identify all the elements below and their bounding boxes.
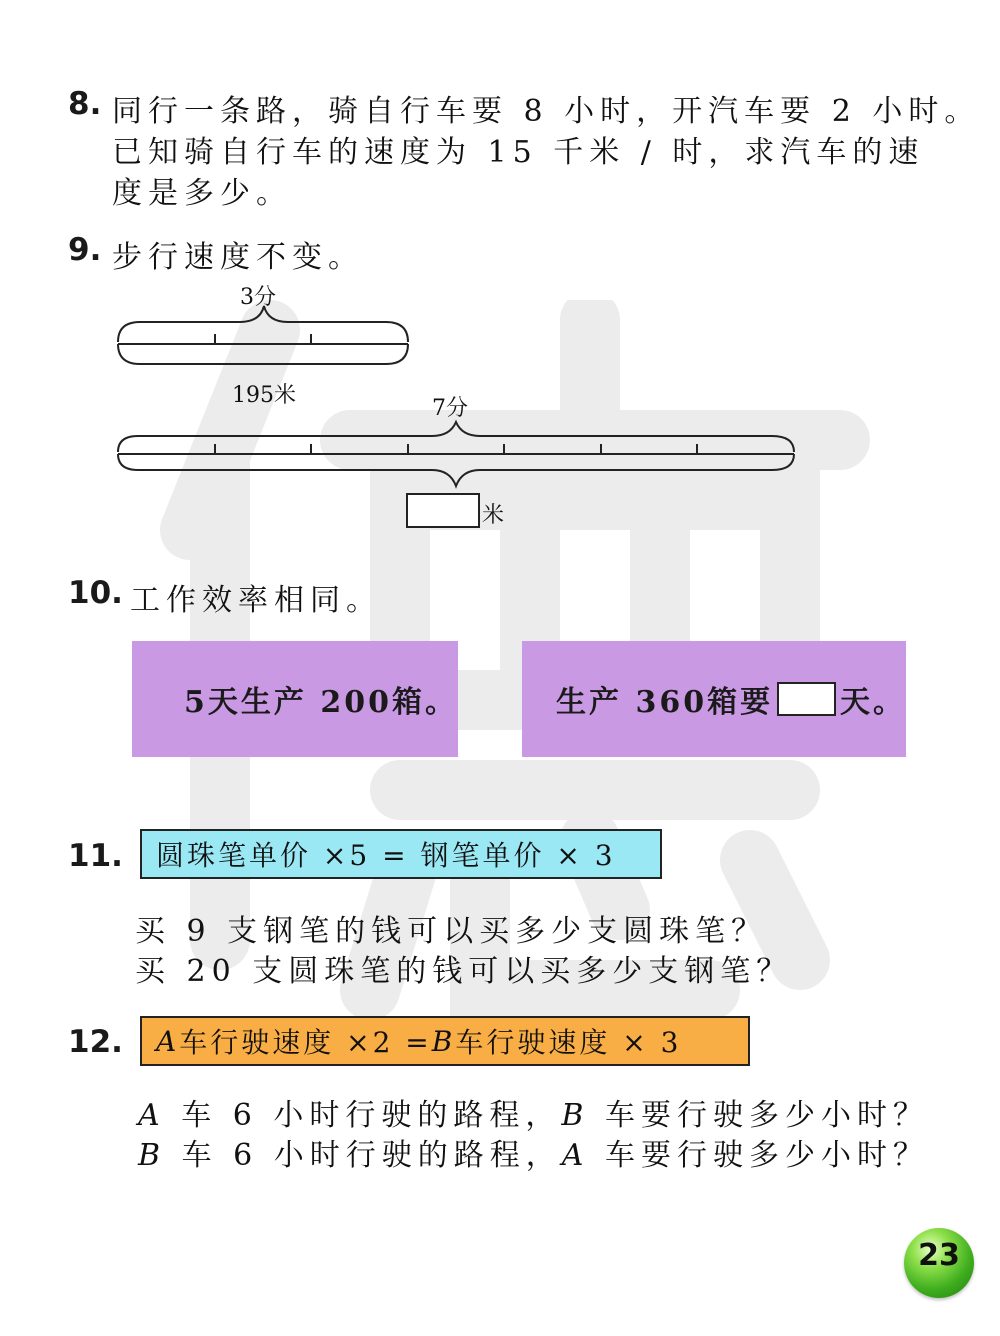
question-9-text: 步行速度不变。 [112, 240, 364, 275]
question-11-formula [140, 829, 662, 879]
top-distance-label: 195米 [232, 383, 296, 408]
line2-var-a: A [561, 1138, 590, 1173]
question-11-number: 11. [68, 838, 123, 874]
question-12-line-2 [138, 1130, 929, 1174]
days-answer-box[interactable] [777, 682, 836, 716]
production-card-left-text: 5天生产 200箱。 [184, 685, 458, 720]
line1-end: 车要行驶多少小时？ [589, 1098, 929, 1133]
top-brace-upper [118, 306, 408, 342]
question-11-formula-text: 圆珠笔单价 ×5 = 钢笔单价 × 3 [156, 839, 616, 872]
question-11-line-1: 买 9 支钢笔的钱可以买多少支圆珠笔？ [135, 914, 768, 949]
bottom-unit-label: 米 [482, 503, 505, 528]
question-11-line-2: 买 20 支圆珠笔的钱可以买多少支钢笔？ [135, 954, 793, 989]
question-12-line-1 [138, 1090, 929, 1134]
formula-end: 车行驶速度 × 3 [455, 1026, 682, 1059]
formula-var-a: A [156, 1024, 180, 1058]
line2-var-b: B [138, 1138, 167, 1173]
question-12-number: 12. [68, 1024, 123, 1060]
question-8-line-2: 已知骑自行车的速度为 15 千米 / 时，求汽车的速 [112, 135, 925, 170]
question-8-line-3: 度是多少。 [112, 176, 292, 211]
question-8-line-1: 同行一条路，骑自行车要 8 小时，开汽车要 2 小时。 [112, 94, 981, 129]
line1-var-b: B [561, 1098, 590, 1133]
production-card-right-suffix: 天。 [840, 685, 906, 720]
question-9-number: 9. [68, 232, 102, 268]
bottom-brace-upper [118, 422, 794, 452]
top-time-label: 3分 [240, 285, 276, 310]
page-number: 23 [918, 1238, 960, 1273]
line2-mid: 车 6 小时行驶的路程， [166, 1138, 562, 1173]
distance-answer-box[interactable] [406, 493, 480, 528]
line1-var-a: A [138, 1098, 166, 1133]
production-card-left [132, 641, 458, 757]
line1-mid: 车 6 小时行驶的路程， [165, 1098, 562, 1133]
production-card-right [522, 641, 906, 757]
formula-mid: 车行驶速度 ×2 = [179, 1026, 432, 1059]
question-8-number: 8. [68, 86, 102, 122]
question-12-formula [140, 1016, 750, 1066]
line2-end: 车要行驶多少小时？ [589, 1138, 929, 1173]
production-card-right-prefix: 生产 360箱要 [556, 685, 774, 720]
question-10-number: 10. [68, 575, 123, 611]
bottom-brace-lower [118, 454, 794, 486]
question-10-text: 工作效率相同。 [130, 583, 382, 618]
top-brace-lower [118, 344, 408, 364]
bottom-time-label: 7分 [432, 396, 468, 421]
line-segment-diagram [0, 0, 1000, 560]
formula-var-b: B [431, 1024, 456, 1058]
